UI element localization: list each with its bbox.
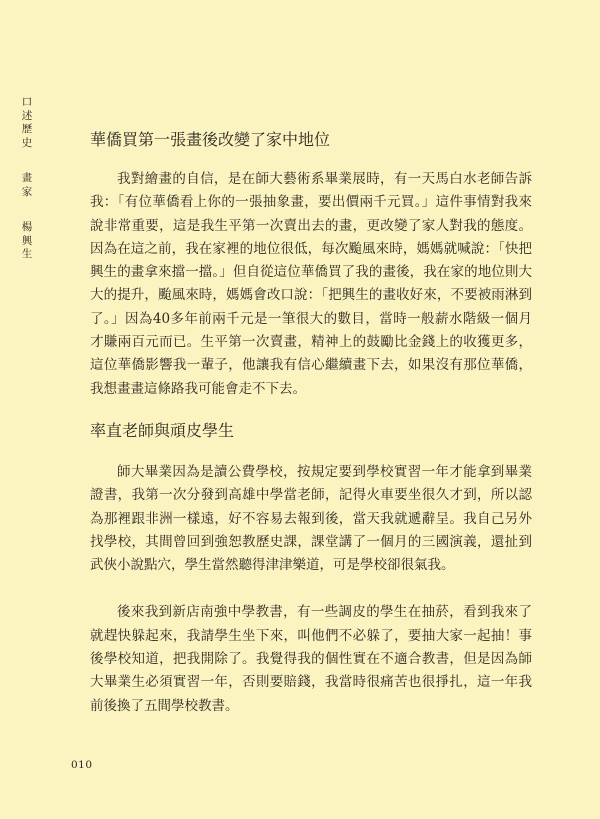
body-paragraph: 我對繪畫的自信，是在師大藝術系畢業展時，有一天馬白水老師告訴我：「有位華僑看上你的一張抽象畫，要出價兩千元買。」這件事情對我來說非常重要，這是我生平第一次賣出去的畫，更改變了家人對我的態度。因為在這之前，我在家裡的地位很低，每次颱風來時，媽媽就喊說：「快把興生的畫拿來擋一擋。」但自從這位華僑買了我的畫後，我在家的地位則大大的提升，颱風來時，媽媽會改口說：「把興生的畫收好來，不要被雨淋到了。」因為40多年前兩千元是一筆很大的數目，當時一般薪水階級一個月才賺兩百元而已。生平第一次賣畫，精神上的鼓勵比金錢上的收獲更多，這位華僑影響我一輩子，他讓我有信心繼續畫下去，如果沒有那位華僑，我想畫畫這條路我可能會走不下去。: [90, 171, 532, 397]
section-heading-1: 華僑買第一張畫後改變了家中地位: [90, 130, 331, 149]
section-heading-2: 率直老師與頑皮學生: [90, 420, 235, 440]
running-header: [20, 96, 34, 262]
body-paragraph: 師大畢業因為是讀公費學校，按規定要到學校實習一年才能拿到畢業證書，我第一次分發到高雄中學當老師，記得火車要坐很久才到，所以認為那裡跟非洲一樣遠，好不容易去報到後，當天我就遞辭呈。我自己另外找學校，其間曾回到強恕教歷史課，課堂講了一個月的三國演義，還扯到武俠小說點穴，學生當然聽得津津樂道，可是學校卻很氣我。: [90, 463, 532, 574]
page-number: 010: [71, 759, 93, 771]
artist-name: 楊興生: [21, 221, 33, 260]
series-title: 口述歷史: [21, 96, 33, 149]
category-label: 畫家: [21, 172, 33, 198]
page-body: [90, 128, 532, 718]
body-paragraph: 後來我到新店南強中學教書，有一些調皮的學生在抽菸，看到我來了就趕快躲起來，我請學生坐下來，叫他們不必躲了，要抽大家一起抽！事後學校知道，把我開除了。我覺得我的個性實在不適合教書，但是因為師大畢業生必須實習一年，否則要賠錢，我當時很痛苦也很掙扎，這一年我前後換了五間學校教書。: [90, 604, 532, 714]
